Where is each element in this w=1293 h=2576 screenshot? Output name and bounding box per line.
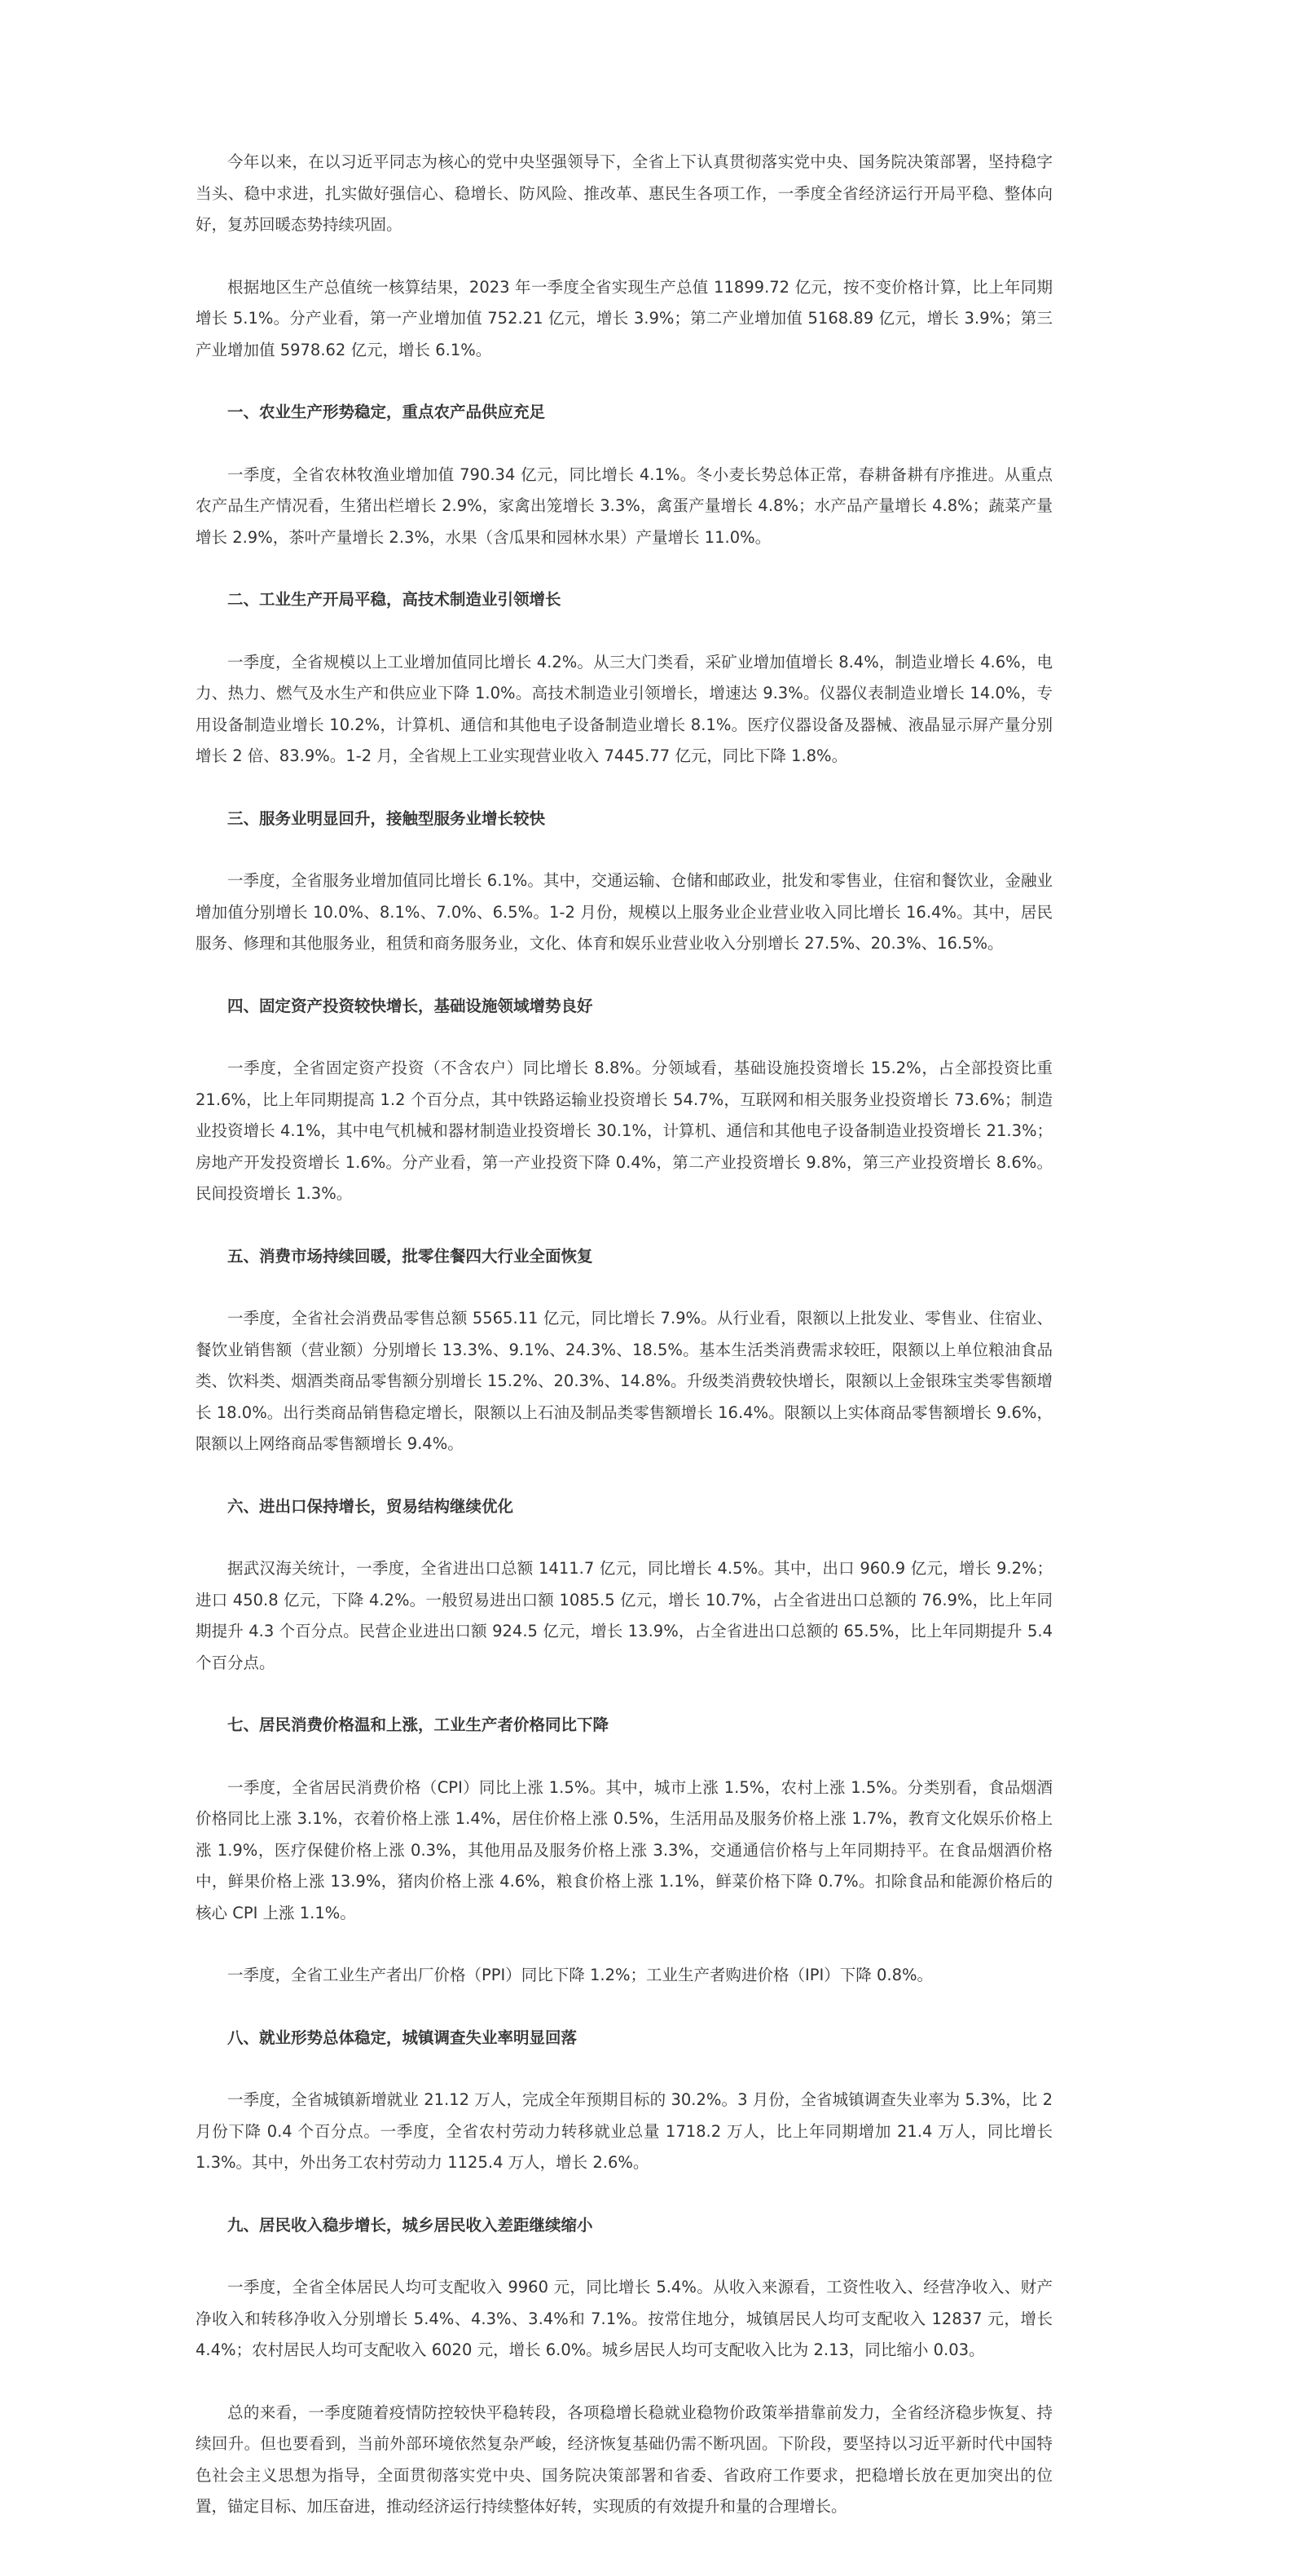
section-heading: 二、工业生产开局平稳，高技术制造业引领增长 [227, 590, 561, 609]
section-heading: 一、农业生产形势稳定，重点农产品供应充足 [227, 403, 546, 421]
body-paragraph: 一季度，全省全体居民人均可支配收入 9960 元，同比增长 5.4%。从收入来源看，工资性收入、经营净收入、财产净收入和转移净收入分别增长 5.4%、4.3%、3.4%和 7.1%。按常住地分，城镇居民人均可支配收入 12837 元，增长 4.4%；农村居民人均可支配收入 6020 元，增长 6.0%。城乡居民人均可支配收入比为 2.13，同比缩小 0.03。 [196, 2278, 1053, 2359]
section-heading: 四、固定资产投资较快增长，基础设施领域增势良好 [227, 996, 593, 1015]
body-paragraph: 总的来看，一季度随着疫情防控较快平稳转段，各项稳增长稳就业稳物价政策举措靠前发力，全省经济稳步恢复、持续回升。但也要看到，当前外部环境依然复杂严峻，经济恢复基础仍需不断巩固。下阶段，要坚持以习近平新时代中国特色社会主义思想为指导，全面贯彻落实党中央、国务院决策部署和省委、省政府工作要求，把稳增长放在更加突出的位置，锚定目标、加压奋进，推动经济运行持续整体好转，实现质的有效提升和量的合理增长。 [196, 2402, 1053, 2516]
section-heading: 九、居民收入稳步增长，城乡居民收入差距继续缩小 [227, 2215, 593, 2235]
section-heading: 三、服务业明显回升，接触型服务业增长较快 [227, 808, 546, 828]
body-paragraph: 一季度，全省城镇新增就业 21.12 万人，完成全年预期目标的 30.2%。3 月份，全省城镇调查失业率为 5.3%，比 2 月份下降 0.4 个百分点。一季度，全省农村劳动力转移就业总量 1718.2 万人，比上年同期增加 21.4 万人，同比增长 1.3%。其中，外出务工农村劳动力 1125.4 万人，增长 2.6%。 [196, 2090, 1053, 2172]
body-paragraph: 一季度，全省社会消费品零售总额 5565.11 亿元，同比增长 7.9%。从行业看，限额以上批发业、零售业、住宿业、餐饮业销售额（营业额）分别增长 13.3%、9.1%、24.3%、18.5%。基本生活类消费需求较旺，限额以上单位粮油食品类、饮料类、烟酒类商品零售额分别增长 15.2%、20.3%、14.8%。升级类消费较快增长，限额以上金银珠宝类零售额增长 18.0%。出行类商品销售稳定增长，限额以上石油及制品类零售额增长 16.4%。限额以上实体商品零售额增长 9.6%，限额以上网络商品零售额增长 9.4%。 [196, 1309, 1053, 1453]
body-paragraph: 据武汉海关统计，一季度，全省进出口总额 1411.7 亿元，同比增长 4.5%。其中，出口 960.9 亿元，增长 9.2%；进口 450.8 亿元，下降 4.2%。一般贸易进出口额 1085.5 亿元，增长 10.7%，占全省进出口总额的 76.9%，比上年同期提升 4.3 个百分点。民营企业进出口额 924.5 亿元，增长 13.9%，占全省进出口总额的 65.5%，比上年同期提升 5.4 个百分点。 [196, 1559, 1053, 1672]
article-body [196, 147, 1053, 2554]
body-paragraph: 今年以来，在以习近平同志为核心的党中央坚强领导下，全省上下认真贯彻落实党中央、国务院决策部署，坚持稳字当头、稳中求进，扎实做好强信心、稳增长、防风险、推改革、惠民生各项工作，一季度全省经济运行开局平稳、整体向好，复苏回暖态势持续巩固。 [196, 152, 1053, 234]
body-paragraph: 一季度，全省居民消费价格（CPI）同比上涨 1.5%。其中，城市上涨 1.5%，农村上涨 1.5%。分类别看，食品烟酒价格同比上涨 3.1%，衣着价格上涨 1.4%，居住价格上涨 0.5%，生活用品及服务价格上涨 1.7%，教育文化娱乐价格上涨 1.9%，医疗保健价格上涨 0.3%，其他用品及服务价格上涨 3.3%，交通通信价格与上年同期持平。在食品烟酒价格中，鲜果价格上涨 13.9%，猪肉价格上涨 4.6%，粮食价格上涨 1.1%，鲜菜价格下降 0.7%。扣除食品和能源价格后的核心 CPI 上涨 1.1%。 [196, 1777, 1053, 1922]
body-paragraph: 一季度，全省农林牧渔业增加值 790.34 亿元，同比增长 4.1%。冬小麦长势总体正常，春耕备耕有序推进。从重点农产品生产情况看，生猪出栏增长 2.9%，家禽出笼增长 3.3%，禽蛋产量增长 4.8%；水产品产量增长 4.8%；蔬菜产量增长 2.9%，茶叶产量增长 2.3%，水果（含瓜果和园林水果）产量增长 11.0%。 [196, 465, 1053, 547]
section-heading: 五、消费市场持续回暖，批零住餐四大行业全面恢复 [227, 1246, 593, 1266]
body-paragraph: 一季度，全省规模以上工业增加值同比增长 4.2%。从三大门类看，采矿业增加值增长 8.4%，制造业增长 4.6%，电力、热力、燃气及水生产和供应业下降 1.0%。高技术制造业引领增长，增速达 9.3%。仪器仪表制造业增长 14.0%，专用设备制造业增长 10.2%，计算机、通信和其他电子设备制造业增长 8.1%。医疗仪器设备及器械、液晶显示屏产量分别增长 2 倍、83.9%。1-2 月，全省规上工业实现营业收入 7445.77 亿元，同比下降 1.8%。 [196, 652, 1053, 765]
section-heading: 八、就业形势总体稳定，城镇调查失业率明显回落 [227, 2028, 578, 2047]
section-heading: 七、居民消费价格温和上涨，工业生产者价格同比下降 [227, 1715, 609, 1734]
body-paragraph: 一季度，全省工业生产者出厂价格（PPI）同比下降 1.2%；工业生产者购进价格（IPI）下降 0.8%。 [227, 1966, 934, 1984]
body-paragraph: 一季度，全省固定资产投资（不含农户）同比增长 8.8%。分领域看，基础设施投资增长 15.2%，占全部投资比重 21.6%，比上年同期提高 1.2 个百分点，其中铁路运输业投资增长 54.7%，互联网和相关服务业投资增长 73.6%；制造业投资增长 4.1%，其中电气机械和器材制造业投资增长 30.1%，计算机、通信和其他电子设备制造业投资增长 21.3%；房地产开发投资增长 1.6%。分产业看，第一产业投资下降 0.4%，第二产业投资增长 9.8%，第三产业投资增长 8.6%。民间投资增长 1.3%。 [196, 1059, 1053, 1203]
body-paragraph: 根据地区生产总值统一核算结果，2023 年一季度全省实现生产总值 11899.72 亿元，按不变价格计算，比上年同期增长 5.1%。分产业看，第一产业增加值 752.21 亿元，增长 3.9%；第二产业增加值 5168.89 亿元，增长 3.9%；第三产业增加值 5978.62 亿元，增长 6.1%。 [196, 277, 1053, 359]
body-paragraph: 一季度，全省服务业增加值同比增长 6.1%。其中，交通运输、仓储和邮政业，批发和零售业，住宿和餐饮业，金融业增加值分别增长 10.0%、8.1%、7.0%、6.5%。1-2 月份，规模以上服务业企业营业收入同比增长 16.4%。其中，居民服务、修理和其他服务业，租赁和商务服务业，文化、体育和娱乐业营业收入分别增长 27.5%、20.3%、16.5%。 [196, 871, 1053, 953]
section-heading: 六、进出口保持增长，贸易结构继续优化 [227, 1496, 514, 1516]
